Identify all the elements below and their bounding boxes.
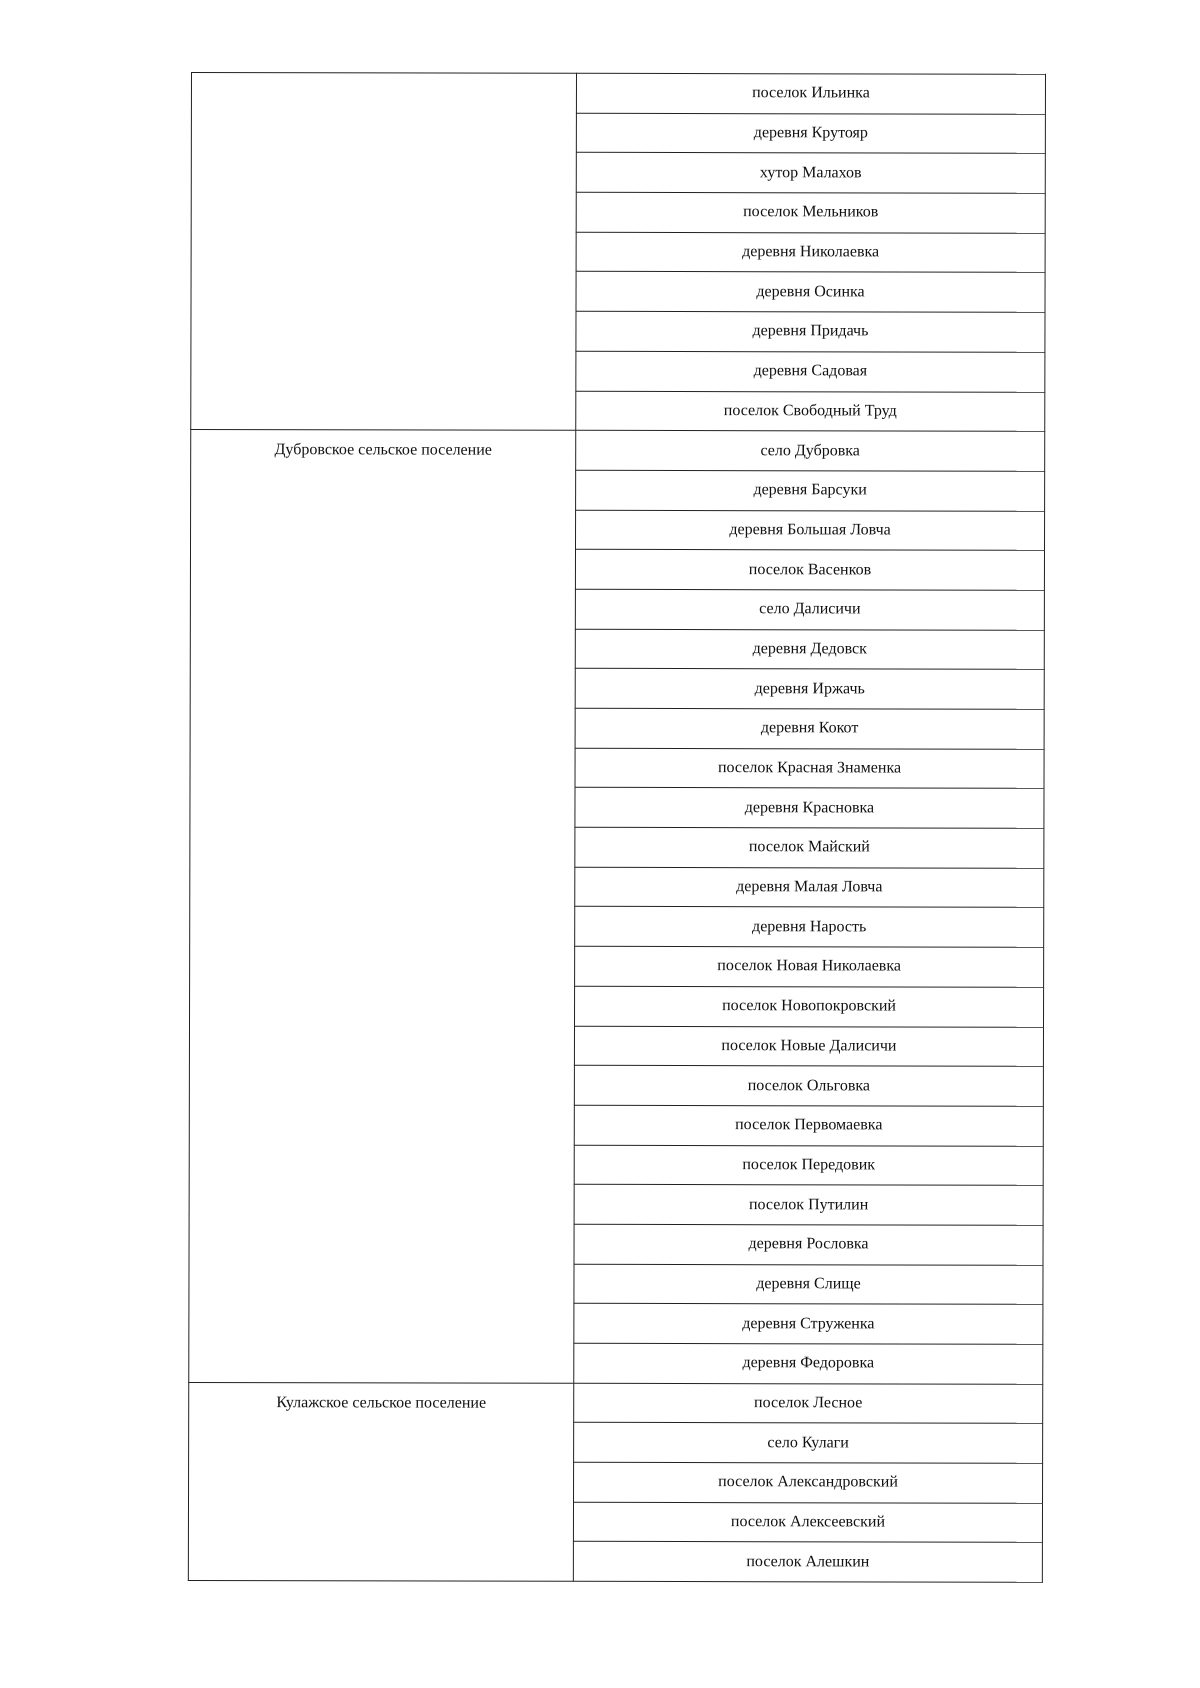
settlement-cell: деревня Дедовск <box>575 629 1044 670</box>
settlement-cell: поселок Первомаевка <box>574 1105 1043 1146</box>
district-cell: Кулажское сельское поселение <box>188 1382 573 1581</box>
settlement-cell: поселок Ильинка <box>576 73 1045 114</box>
settlement-cell: поселок Красная Знаменка <box>575 748 1044 789</box>
settlement-cell: деревня Струженка <box>574 1304 1043 1345</box>
settlement-cell: деревня Барсуки <box>576 470 1045 511</box>
settlement-cell: село Кулаги <box>574 1423 1043 1464</box>
settlements-table-body <box>188 73 1045 1583</box>
district-cell: Дубровское сельское поселение <box>189 430 576 1383</box>
settlement-cell: поселок Майский <box>575 827 1044 868</box>
settlement-cell: поселок Свободный Труд <box>576 391 1045 432</box>
settlement-cell: поселок Лесное <box>574 1383 1043 1424</box>
settlement-cell: поселок Новые Далисичи <box>574 1026 1043 1067</box>
settlement-cell: деревня Кокот <box>575 708 1044 749</box>
settlement-cell: хутор Малахов <box>576 153 1045 194</box>
settlement-cell: деревня Большая Ловча <box>576 510 1045 551</box>
settlement-cell: поселок Александровский <box>574 1462 1043 1503</box>
district-cell <box>191 73 577 431</box>
table-row <box>189 1382 1043 1423</box>
settlement-cell: поселок Мельников <box>576 192 1045 233</box>
settlement-cell: деревня Федоровка <box>574 1343 1043 1384</box>
table-row <box>191 73 1045 114</box>
settlement-cell: село Дубровка <box>576 430 1045 471</box>
settlement-cell: поселок Алешкин <box>573 1542 1042 1583</box>
settlement-cell: поселок Васенков <box>575 550 1044 591</box>
settlement-cell: деревня Нарость <box>575 907 1044 948</box>
settlement-cell: поселок Путилин <box>574 1185 1043 1226</box>
settlement-cell: поселок Новая Николаевка <box>575 946 1044 987</box>
settlement-cell: деревня Иржачь <box>575 669 1044 710</box>
table-row <box>191 430 1045 471</box>
settlement-cell: поселок Ольговка <box>574 1065 1043 1106</box>
settlement-cell: поселок Алексеевский <box>573 1502 1042 1543</box>
settlement-cell: деревня Крутояр <box>576 113 1045 154</box>
settlement-cell: деревня Красновка <box>575 788 1044 829</box>
settlement-cell: поселок Новопокровский <box>575 986 1044 1027</box>
settlement-cell: поселок Передовик <box>574 1145 1043 1186</box>
settlement-cell: деревня Садовая <box>576 351 1045 392</box>
settlement-cell: деревня Малая Ловча <box>575 867 1044 908</box>
settlement-cell: деревня Николаевка <box>576 232 1045 273</box>
settlement-cell: деревня Рословка <box>574 1224 1043 1265</box>
settlement-cell: деревня Осинка <box>576 272 1045 313</box>
settlement-cell: село Далисичи <box>575 589 1044 630</box>
settlement-cell: деревня Придачь <box>576 311 1045 352</box>
settlement-cell: деревня Слище <box>574 1264 1043 1305</box>
settlements-table <box>188 72 1046 1583</box>
